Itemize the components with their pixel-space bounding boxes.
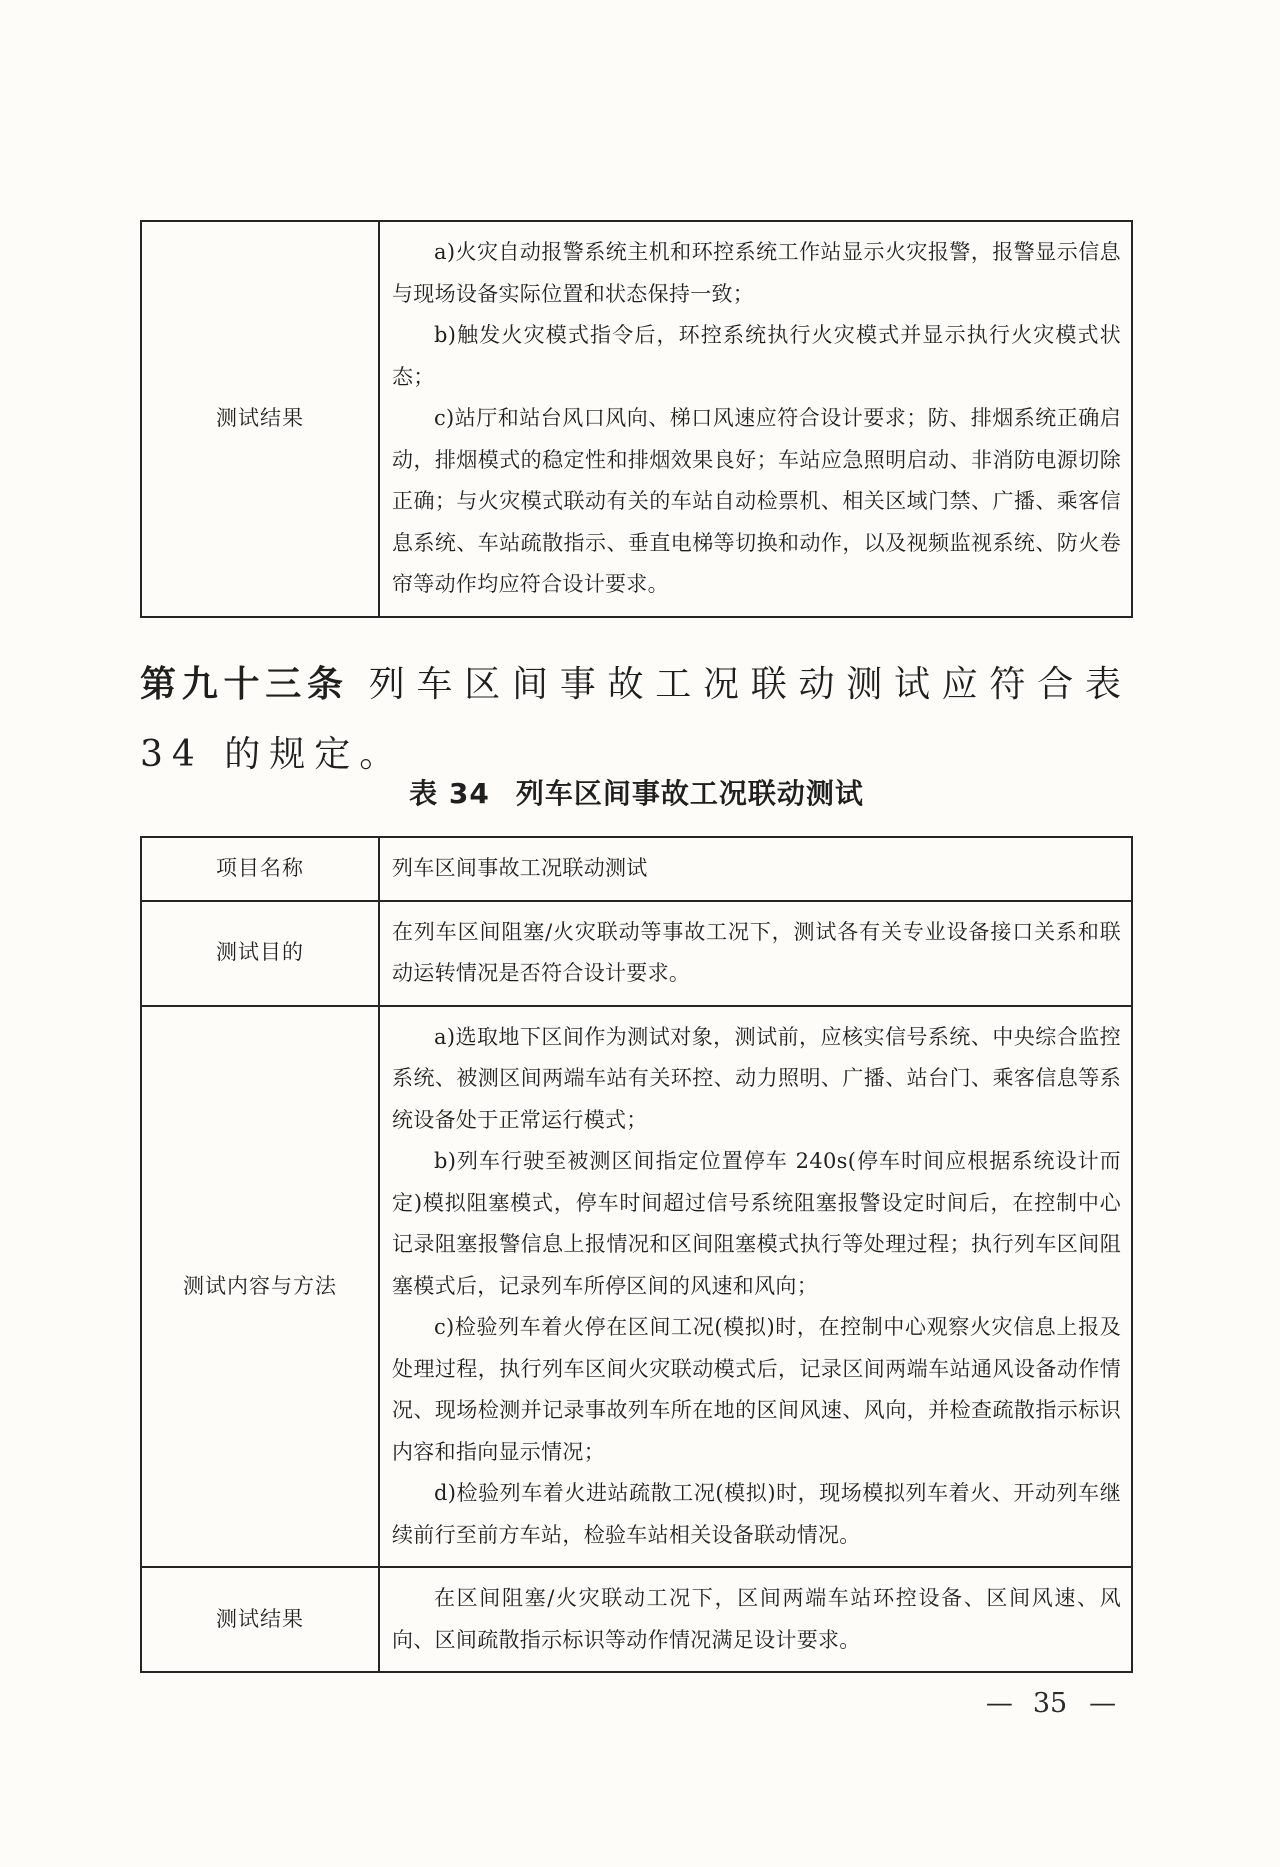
method-paragraph-a: a)选取地下区间作为测试对象，测试前，应核实信号系统、中央综合监控系统、被测区间两端车站有关环控、动力照明、广播、站台门、乘客信息等系统设备处于正常运行模式； [392, 1024, 1121, 1132]
page-dash-left: — [985, 1688, 1011, 1719]
table-row [141, 1567, 1132, 1672]
row-label-test-method: 测试内容与方法 [141, 1006, 379, 1568]
row-label-test-results: 测试结果 [141, 1567, 379, 1672]
row-content-test-results [379, 221, 1132, 617]
page-number [970, 1688, 1130, 1719]
row-label-test-purpose: 测试目的 [141, 901, 379, 1006]
table-34 [140, 836, 1133, 1673]
table-row [141, 901, 1132, 1006]
article-93 [140, 650, 1130, 790]
test-results-table-continued [140, 220, 1133, 618]
table-number: 表 34 [409, 777, 490, 810]
table-34-title [140, 772, 1133, 812]
results-text: 在区间阻塞/火灾联动工况下，区间两端车站环控设备、区间风速、风向、区间疏散指示标识等动作情况满足设计要求。 [392, 1586, 1121, 1652]
table-row [141, 221, 1132, 617]
method-paragraph-d: d)检验列车着火进站疏散工况(模拟)时，现场模拟列车着火、开动列车继续前行至前方车站，检验车站相关设备联动情况。 [392, 1481, 1121, 1547]
project-name-text: 列车区间事故工况联动测试 [392, 856, 648, 880]
row-label-project-name: 项目名称 [141, 837, 379, 901]
article-body: 列车区间事故工况联动测试应符合表 34 的规定。 [140, 664, 1130, 775]
page-dash-right: — [1089, 1688, 1115, 1719]
row-content-test-results [379, 1567, 1132, 1672]
test-purpose-text: 在列车区间阻塞/火灾联动等事故工况下，测试各有关专业设备接口关系和联动运转情况是否符合设计要求。 [392, 919, 1121, 985]
table-name: 列车区间事故工况联动测试 [515, 777, 864, 810]
row-label-test-results: 测试结果 [141, 221, 379, 617]
method-paragraph-c: c)检验列车着火停在区间工况(模拟)时，在控制中心观察火灾信息上报及处理过程，执行列车区间火灾联动模式后，记录区间两端车站通风设备动作情况、现场检测并记录事故列车所在地的区间风速、风向，并检查疏散指示标识内容和指向显示情况； [392, 1315, 1121, 1464]
row-content-test-purpose [379, 901, 1132, 1006]
table-row [141, 837, 1132, 901]
method-paragraph-b: b)列车行驶至被测区间指定位置停车 240s(停车时间应根据系统设计而定)模拟阻塞模式，停车时间超过信号系统阻塞报警设定时间后，在控制中心记录阻塞报警信息上报情况和区间阻塞模式执行等处理过程；执行列车区间阻塞模式后，记录列车所停区间的风速和风向； [392, 1149, 1121, 1298]
paragraph-b: b)触发火灾模式指令后，环控系统执行火灾模式并显示执行火灾模式状态； [392, 323, 1121, 389]
table-row [141, 1006, 1132, 1568]
page-number-value: 35 [1032, 1688, 1068, 1719]
paragraph-c: c)站厅和站台风口风向、梯口风速应符合设计要求；防、排烟系统正确启动，排烟模式的稳定性和排烟效果良好；车站应急照明启动、非消防电源切除正确；与火灾模式联动有关的车站自动检票机、相关区域门禁、广播、乘客信息系统、车站疏散指示、垂直电梯等切换和动作，以及视频监视系统、防火卷帘等动作均应符合设计要求。 [392, 406, 1121, 596]
row-content-project-name [379, 837, 1132, 901]
row-content-test-method [379, 1006, 1132, 1568]
article-heading: 第九十三条 [140, 664, 349, 705]
paragraph-a: a)火灾自动报警系统主机和环控系统工作站显示火灾报警，报警显示信息与现场设备实际位置和状态保持一致； [392, 240, 1121, 306]
